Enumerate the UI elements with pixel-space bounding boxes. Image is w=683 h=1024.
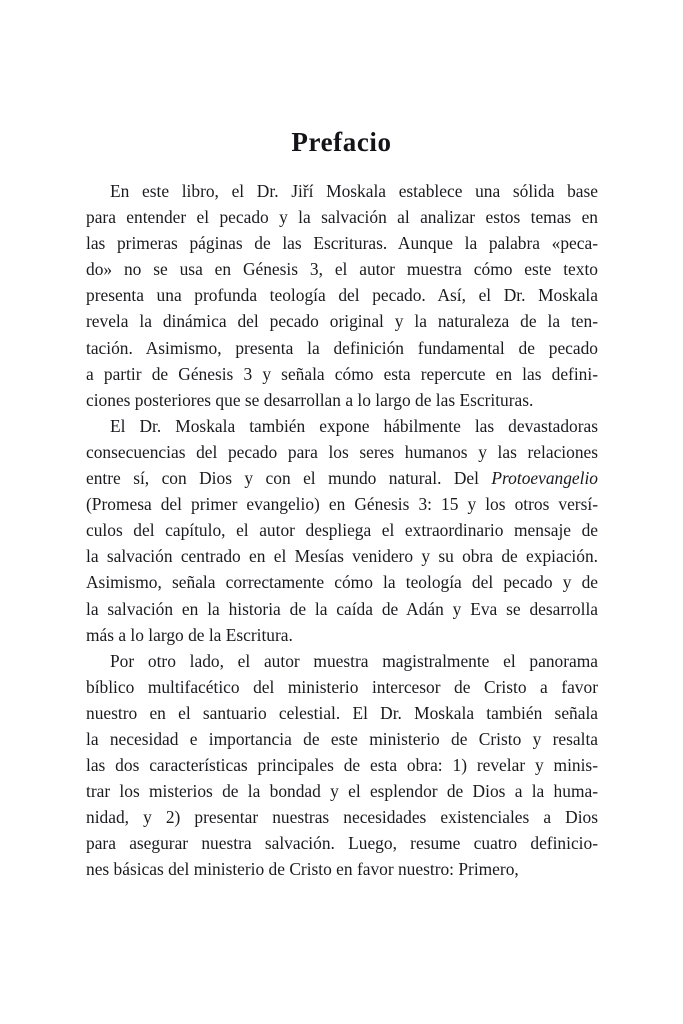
- text-line: [86, 648, 598, 674]
- text-line: las dos características principales de esta obra: 1) revelar y minis-: [86, 755, 598, 776]
- text-line: [86, 413, 598, 439]
- text-line: la salvación centrado en el Mesías venidero y su obra de expiación.: [86, 546, 598, 567]
- text-line: nidad, y 2) presentar nuestras necesidades existenciales a Dios: [86, 807, 598, 828]
- text-line: [86, 178, 598, 204]
- text-line: Asimismo, señala correctamente cómo la teología del pecado y de: [86, 572, 598, 593]
- line-text: Por otro lado, el autor muestra magistralmente el panorama: [110, 650, 598, 671]
- text-line: a partir de Génesis 3 y señala cómo esta repercute en las defini-: [86, 363, 598, 384]
- text-line: nuestro en el santuario celestial. El Dr. Moskala también señala: [86, 702, 598, 723]
- italic-work-title: Protoevangelio: [491, 468, 598, 489]
- text-line: revela la dinámica del pecado original y la naturaleza de la ten-: [86, 311, 598, 332]
- text-line: nes básicas del ministerio de Cristo en favor nuestro: Primero,: [86, 859, 519, 880]
- text-line: las primeras páginas de las Escrituras. Aunque la palabra «peca-: [86, 233, 598, 254]
- page-title: Prefacio: [291, 127, 392, 158]
- text-line: para asegurar nuestra salvación. Luego, resume cuatro definicio-: [86, 833, 598, 854]
- text-line: la salvación en la historia de la caída de Adán y Eva se desarrolla: [86, 598, 598, 619]
- text-line: la necesidad e importancia de este ministerio de Cristo y resalta: [86, 728, 598, 749]
- text-line: para entender el pecado y la salvación al analizar estos temas en: [86, 207, 598, 228]
- text-line: culos del capítulo, el autor despliega el extraordinario mensaje de: [86, 520, 598, 541]
- text-line: trar los misterios de la bondad y el esplendor de Dios a la huma-: [86, 781, 598, 802]
- paragraph-3: [86, 648, 598, 883]
- text-line: ciones posteriores que se desarrollan a lo largo de las Escrituras.: [86, 389, 534, 410]
- text-line: tación. Asimismo, presenta la definición fundamental de pecado: [86, 337, 598, 358]
- text-line: presenta una profunda teología del pecado. Así, el Dr. Moskala: [86, 285, 598, 306]
- body-text: [86, 178, 598, 883]
- text-line: consecuencias del pecado para los seres humanos y las relaciones: [86, 441, 598, 462]
- text-line: bíblico multifacético del ministerio intercesor de Cristo a favor: [86, 676, 598, 697]
- text-line: do» no se usa en Génesis 3, el autor muestra cómo este texto: [86, 259, 598, 280]
- paragraph-2: [86, 413, 598, 648]
- line-text: El Dr. Moskala también expone hábilmente las devastadoras: [110, 415, 598, 436]
- text-line: (Promesa del primer evangelio) en Génesis 3: 15 y los otros versí-: [86, 494, 598, 515]
- text-line-with-italic: entre sí, con Dios y con el mundo natural. Del Protoevangelio: [86, 468, 598, 489]
- paragraph-1: [86, 178, 598, 413]
- line-text: En este libro, el Dr. Jiří Moskala establece una sólida base: [110, 181, 598, 201]
- text-line: más a lo largo de la Escritura.: [86, 624, 293, 645]
